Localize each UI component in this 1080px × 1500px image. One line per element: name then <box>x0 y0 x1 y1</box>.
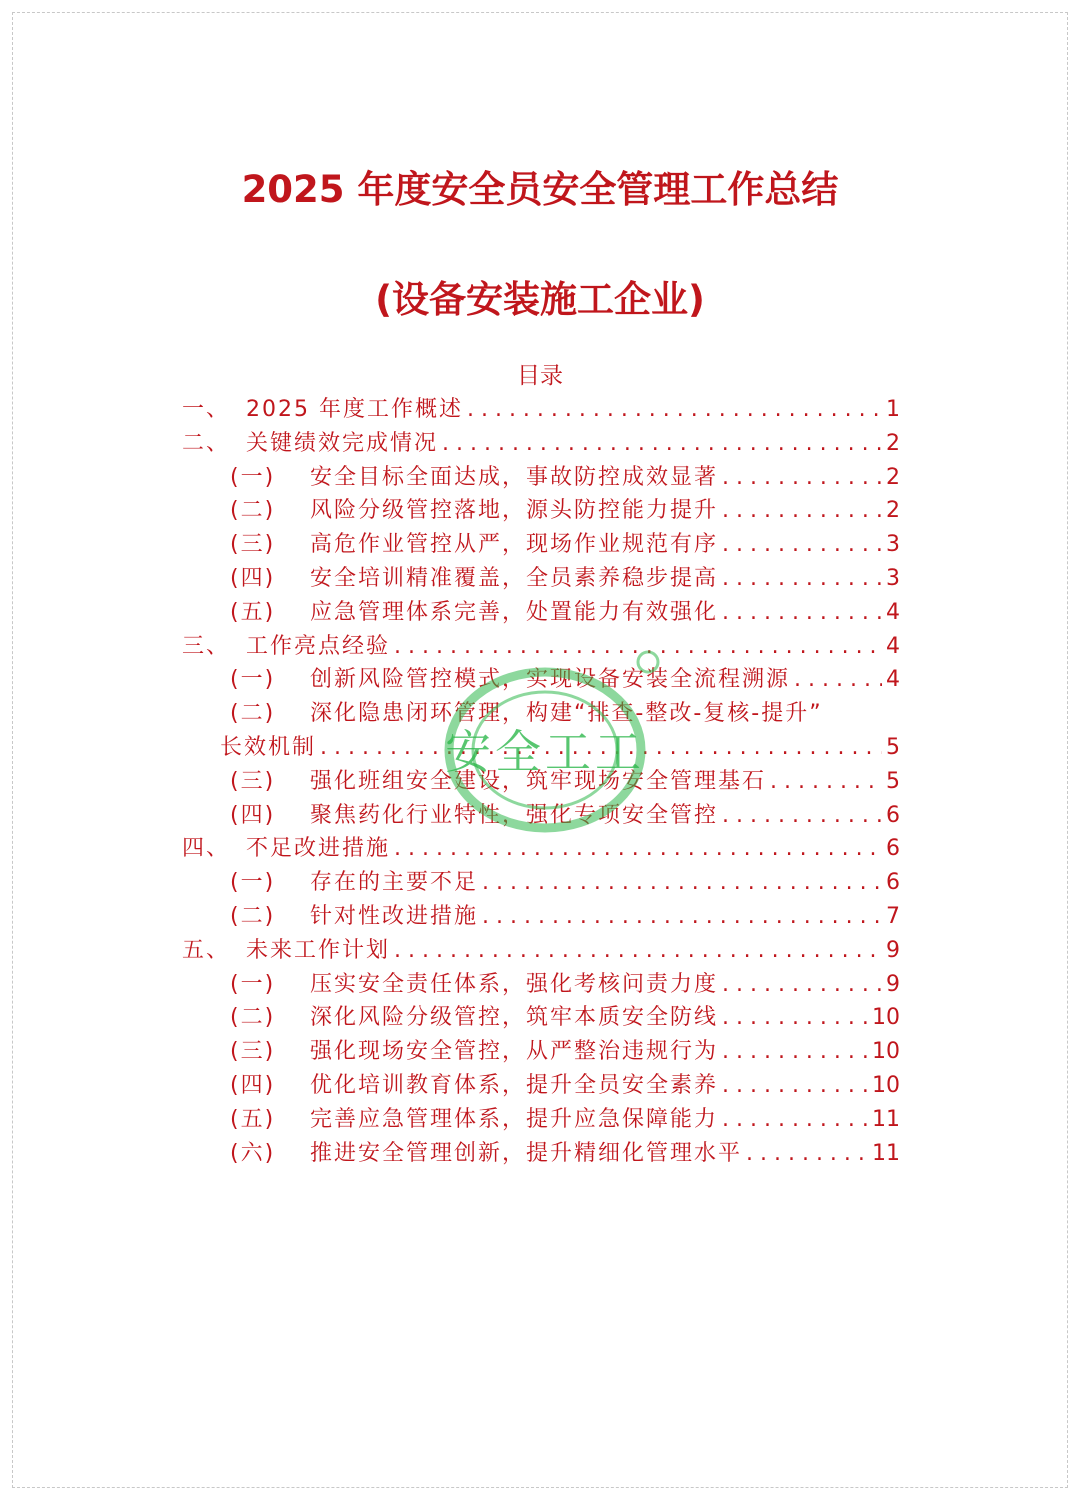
toc-entry-title: 深化隐患闭环管理，构建“排查-整改-复核-提升” <box>310 701 823 727</box>
toc-leader-dots <box>722 596 882 630</box>
toc-entry[interactable] <box>182 427 900 461</box>
toc-entry[interactable] <box>182 1069 900 1103</box>
toc-entry[interactable] <box>182 799 900 833</box>
watermark-text: 安全工工 <box>445 725 645 779</box>
toc-leader-dots <box>722 968 882 1002</box>
toc-entry-title: 推进安全管理创新，提升精细化管理水平 <box>310 1140 743 1166</box>
toc-entry[interactable] <box>182 562 900 596</box>
toc-leader-dots <box>722 461 882 495</box>
toc-entry-title: 未来工作计划 <box>246 937 391 963</box>
toc-entry-number: 一、 <box>182 397 231 422</box>
toc-entry-title: 完善应急管理体系，提升应急保障能力 <box>310 1106 719 1132</box>
toc-entry[interactable] <box>182 1001 900 1035</box>
toc-entry[interactable] <box>182 630 900 664</box>
toc-entry-number: (二) <box>230 1005 276 1031</box>
toc-page-number: 4 <box>886 667 900 693</box>
toc-page-number: 1 <box>886 397 900 422</box>
toc-entry-number: (三) <box>230 768 276 794</box>
toc-entry-title: 风险分级管控落地，源头防控能力提升 <box>310 498 719 524</box>
toc-leader-dots <box>442 427 882 461</box>
toc-entry-number: (三) <box>230 1039 276 1065</box>
toc-entry[interactable] <box>182 832 900 866</box>
toc-entry-title: 存在的主要不足 <box>310 870 479 896</box>
toc-heading: 目录 <box>517 363 563 389</box>
toc-leader-dots <box>467 393 882 427</box>
toc-leader-dots <box>482 900 882 934</box>
toc-page-number: 11 <box>872 1140 900 1166</box>
toc-entry-title: 优化培训教育体系，提升全员安全素养 <box>310 1072 719 1098</box>
toc-page-number: 3 <box>886 565 900 591</box>
toc-entry-number: (四) <box>230 1072 276 1098</box>
toc-entry-title: 深化风险分级管控，筑牢本质安全防线 <box>310 1005 719 1031</box>
toc-entry-number: 三、 <box>182 633 231 659</box>
toc-entry-number: (三) <box>230 532 276 558</box>
toc-entry[interactable] <box>182 765 900 799</box>
toc-page-number: 10 <box>872 1039 900 1065</box>
toc-page-number: 2 <box>886 498 900 524</box>
toc-leader-dots <box>794 663 882 697</box>
toc-entry-title: 长效机制 <box>220 734 317 760</box>
toc-page-number: 10 <box>872 1005 900 1031</box>
toc-entry-number: (一) <box>230 464 276 490</box>
toc-entry-number: (一) <box>230 971 276 997</box>
toc-entry-number: (一) <box>230 667 276 693</box>
toc-entry[interactable] <box>182 393 900 427</box>
toc-page-number: 4 <box>886 599 900 625</box>
toc-entry[interactable] <box>182 596 900 630</box>
toc-leader-dots <box>722 494 882 528</box>
document-title: 2025 年度安全员安全管理工作总结 <box>241 168 839 211</box>
toc-page-number: 5 <box>886 734 900 760</box>
toc-page-number: 9 <box>886 971 900 997</box>
toc-entry-number: 五、 <box>182 937 231 963</box>
toc-leader-dots <box>722 1001 868 1035</box>
toc-page-number: 10 <box>872 1072 900 1098</box>
toc-leader-dots <box>722 1103 868 1137</box>
table-of-contents <box>182 393 900 1170</box>
toc-entry-title: 应急管理体系完善，处置能力有效强化 <box>310 599 719 625</box>
toc-entry-number: (二) <box>230 498 276 524</box>
toc-leader-dots <box>722 1069 868 1103</box>
toc-leader-dots <box>394 832 882 866</box>
toc-entry[interactable] <box>182 1103 900 1137</box>
toc-leader-dots <box>722 1035 868 1069</box>
toc-entry-number: (一) <box>230 870 276 896</box>
toc-page-number: 3 <box>886 532 900 558</box>
toc-entry-number: 二、 <box>182 430 231 456</box>
toc-entry[interactable] <box>182 731 900 765</box>
toc-page-number: 9 <box>886 937 900 963</box>
toc-page-number: 6 <box>886 870 900 896</box>
toc-page-number: 6 <box>886 836 900 862</box>
toc-leader-dots <box>320 731 882 765</box>
toc-entry-number: 四、 <box>182 836 231 862</box>
toc-entry[interactable] <box>182 528 900 562</box>
toc-entry[interactable] <box>182 900 900 934</box>
toc-page-number: 4 <box>886 633 900 659</box>
toc-entry-title: 不足改进措施 <box>246 836 391 862</box>
document-subtitle: (设备安装施工企业) <box>375 278 705 321</box>
toc-entry[interactable] <box>182 494 900 528</box>
toc-leader-dots <box>746 1137 868 1171</box>
toc-page-number: 11 <box>872 1106 900 1132</box>
toc-entry[interactable] <box>182 1035 900 1069</box>
toc-page-number: 6 <box>886 802 900 828</box>
toc-entry[interactable] <box>182 866 900 900</box>
toc-entry[interactable] <box>182 934 900 968</box>
toc-leader-dots <box>394 630 882 664</box>
toc-entry-title: 压实安全责任体系，强化考核问责力度 <box>310 971 719 997</box>
toc-entry-number: (五) <box>230 599 276 625</box>
toc-entry-number: (二) <box>230 903 276 929</box>
toc-entry-title: 聚焦药化行业特性，强化专项安全管控 <box>310 802 719 828</box>
toc-entry-title: 安全培训精准覆盖，全员素养稳步提高 <box>310 565 719 591</box>
toc-entry[interactable] <box>182 663 900 697</box>
toc-entry-title: 强化现场安全管控，从严整治违规行为 <box>310 1039 719 1065</box>
toc-entry[interactable] <box>182 968 900 1002</box>
toc-leader-dots <box>722 528 882 562</box>
toc-entry-number: (二) <box>230 701 276 727</box>
toc-entry-title: 高危作业管控从严，现场作业规范有序 <box>310 532 719 558</box>
toc-leader-dots <box>482 866 882 900</box>
toc-entry-title: 创新风险管控模式，实现设备安装全流程溯源 <box>310 667 791 693</box>
toc-entry-title: 安全目标全面达成，事故防控成效显著 <box>310 464 719 490</box>
toc-leader-dots <box>770 765 882 799</box>
toc-entry-number: (四) <box>230 802 276 828</box>
toc-entry-number: (四) <box>230 565 276 591</box>
toc-entry[interactable] <box>182 1137 900 1171</box>
toc-entry-number: (五) <box>230 1106 276 1132</box>
toc-entry-title: 关键绩效完成情况 <box>246 430 439 456</box>
toc-page-number: 7 <box>886 903 900 929</box>
toc-entry-title: 工作亮点经验 <box>246 633 391 659</box>
toc-entry-title: 2025 年度工作概述 <box>246 397 463 422</box>
toc-leader-dots <box>722 562 882 596</box>
toc-entry-title: 针对性改进措施 <box>310 903 479 929</box>
toc-page-number: 2 <box>886 464 900 490</box>
toc-entry[interactable] <box>182 461 900 495</box>
toc-page-number: 5 <box>886 768 900 794</box>
toc-leader-dots <box>394 934 882 968</box>
toc-entry-title: 强化班组安全建设，筑牢现场安全管理基石 <box>310 768 767 794</box>
toc-page-number: 2 <box>886 430 900 456</box>
toc-entry-number: (六) <box>230 1140 276 1166</box>
toc-leader-dots <box>722 799 882 833</box>
toc-entry[interactable] <box>182 697 900 731</box>
